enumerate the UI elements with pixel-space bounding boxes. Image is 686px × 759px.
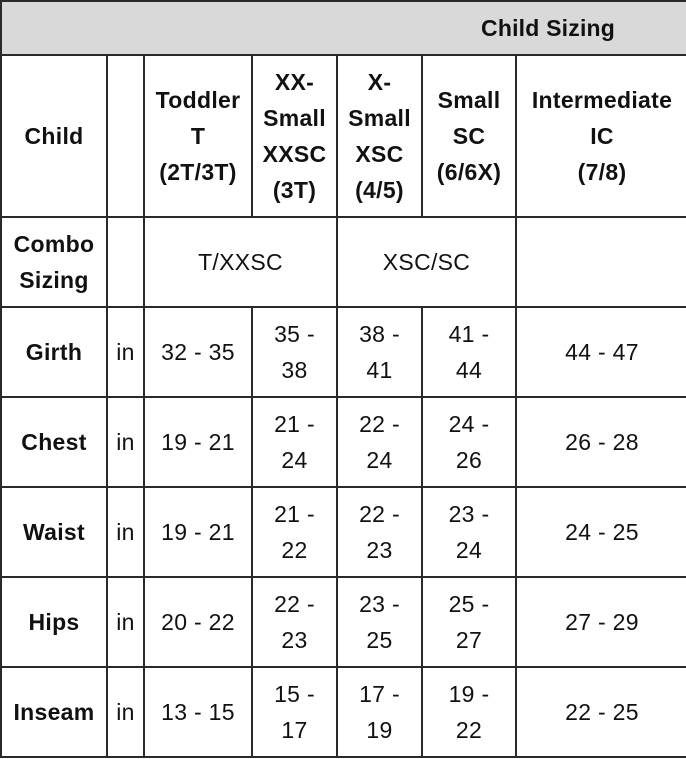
table-cell: 19 - 21 (144, 397, 252, 487)
header-line: Small (437, 87, 501, 113)
table-cell: 25 - 27 (422, 577, 516, 667)
row-label: Hips (1, 577, 107, 667)
row-label: Waist (1, 487, 107, 577)
table-cell: 15 - 17 (252, 667, 337, 757)
table-cell: 44 - 47 (516, 307, 686, 397)
table-row-inseam (1, 667, 686, 757)
combo-unit (107, 217, 144, 307)
table-cell: 38 - 41 (337, 307, 422, 397)
header-col-intermediate (516, 55, 686, 217)
header-line: Toddler (155, 87, 241, 113)
table-cell: 19 - 21 (144, 487, 252, 577)
header-line: Intermediate (531, 87, 673, 113)
table-cell: 26 - 28 (516, 397, 686, 487)
table-cell: 22 - 23 (337, 487, 422, 577)
combo-group-empty (516, 217, 686, 307)
table-cell: 27 - 29 (516, 577, 686, 667)
table-cell: 17 - 19 (337, 667, 422, 757)
header-line: XSC (355, 141, 404, 167)
table-row-waist (1, 487, 686, 577)
table-cell: 24 - 26 (422, 397, 516, 487)
row-label: Chest (1, 397, 107, 487)
header-line: XX- (274, 69, 315, 95)
header-col-xx-small (252, 55, 337, 217)
combo-group-xsc-sc: XSC/SC (337, 217, 516, 307)
header-unit (107, 55, 144, 217)
header-line: (7/8) (577, 159, 627, 185)
table-cell: 35 - 38 (252, 307, 337, 397)
row-label: Girth (1, 307, 107, 397)
table-cell: 23 - 24 (422, 487, 516, 577)
table-cell: 21 - 24 (252, 397, 337, 487)
table-cell: 21 - 22 (252, 487, 337, 577)
header-col-toddler (144, 55, 252, 217)
header-col-x-small (337, 55, 422, 217)
header-line: SC (452, 123, 486, 149)
combo-label-line: Combo (13, 231, 95, 257)
table-cell: 20 - 22 (144, 577, 252, 667)
table-cell: 13 - 15 (144, 667, 252, 757)
table-row-chest (1, 397, 686, 487)
row-unit: in (107, 397, 144, 487)
table-cell: 19 - 22 (422, 667, 516, 757)
header-line: (2T/3T) (159, 159, 237, 185)
header-line: Small (263, 105, 326, 131)
header-line: X- (367, 69, 392, 95)
table-cell: 22 - 24 (337, 397, 422, 487)
table-title: Child Sizing (1, 1, 686, 55)
combo-label-line: Sizing (19, 267, 89, 293)
header-label: Child (1, 55, 107, 217)
row-unit: in (107, 577, 144, 667)
header-line: IC (590, 123, 614, 149)
header-col-small (422, 55, 516, 217)
table-cell: 24 - 25 (516, 487, 686, 577)
header-line: Small (348, 105, 411, 131)
header-line: T (190, 123, 206, 149)
table-row-girth (1, 307, 686, 397)
row-unit: in (107, 487, 144, 577)
combo-row (1, 217, 686, 307)
header-row (1, 55, 686, 217)
table-cell: 32 - 35 (144, 307, 252, 397)
header-line: XXSC (262, 141, 327, 167)
header-line: (3T) (272, 177, 317, 203)
row-label: Inseam (1, 667, 107, 757)
table-cell: 22 - 23 (252, 577, 337, 667)
table-cell: 41 - 44 (422, 307, 516, 397)
table-cell: 22 - 25 (516, 667, 686, 757)
row-unit: in (107, 307, 144, 397)
row-unit: in (107, 667, 144, 757)
combo-group-t-xxsc: T/XXSC (144, 217, 337, 307)
table-cell: 23 - 25 (337, 577, 422, 667)
combo-label (1, 217, 107, 307)
header-line: (6/6X) (436, 159, 502, 185)
header-line: (4/5) (355, 177, 404, 203)
table-row-hips (1, 577, 686, 667)
